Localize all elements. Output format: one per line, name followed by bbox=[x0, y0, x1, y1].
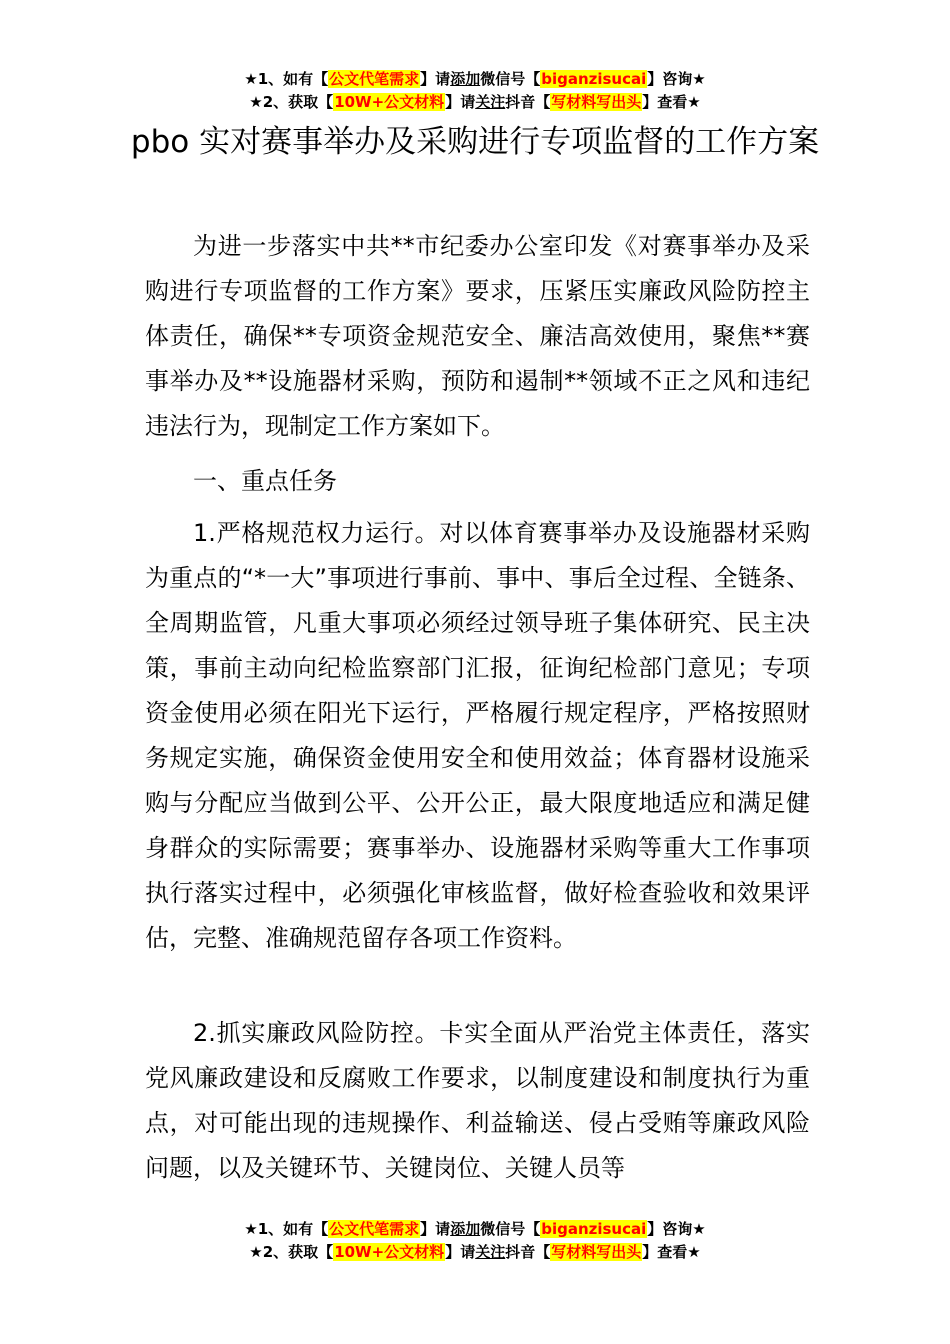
ad-highlight: biganzisucai bbox=[541, 70, 647, 88]
ad-line-2 bbox=[0, 91, 950, 114]
ad-highlight: 写材料写出头 bbox=[551, 1243, 642, 1261]
task-item-2: 2.抓实廉政风险防控。卡实全面从严治党主体责任，落实党风廉政建设和反腐败工作要求，以制度建设和制度执行为重点，对可能出现的违规操作、利益输送、侵占受贿等廉政风险问题，以及关键环节、关键岗位、关键人员等 bbox=[145, 1019, 810, 1182]
ad-line-1 bbox=[0, 68, 950, 91]
ad-underline-text: 关注 bbox=[475, 93, 506, 111]
ad-text: 】查看★ bbox=[642, 1243, 701, 1261]
ad-text: ★2、获取【 bbox=[249, 1243, 334, 1261]
ad-highlight: 公文代笔需求 bbox=[329, 1220, 420, 1238]
ad-text: 微信号【 bbox=[480, 1220, 541, 1238]
section-heading: 一、重点任务 bbox=[193, 467, 337, 495]
ad-text: 】请 bbox=[445, 1243, 476, 1261]
ad-text: 】请 bbox=[420, 70, 451, 88]
ad-text: 】请 bbox=[445, 93, 476, 111]
ad-text: 抖音【 bbox=[505, 93, 551, 111]
document-title: pbo 实对赛事举办及采购进行专项监督的工作方案 bbox=[130, 124, 820, 160]
ad-line-1 bbox=[0, 1218, 950, 1241]
ad-highlight: 10W+公文材料 bbox=[334, 93, 445, 111]
ad-underline-text: 关注 bbox=[475, 1243, 506, 1261]
ad-line-2 bbox=[0, 1241, 950, 1264]
ad-underline-text: 添加 bbox=[450, 70, 481, 88]
ad-text: 】查看★ bbox=[642, 93, 701, 111]
ad-banner-top bbox=[0, 68, 950, 114]
ad-highlight: biganzisucai bbox=[541, 1220, 647, 1238]
ad-banner-bottom bbox=[0, 1218, 950, 1264]
ad-highlight: 10W+公文材料 bbox=[334, 1243, 445, 1261]
task-item-1: 1.严格规范权力运行。对以体育赛事举办及设施器材采购为重点的“*一大”事项进行事前、事中、事后全过程、全链条、全周期监管，凡重大事项必须经过领导班子集体研究、民主决策，事前主动向纪检监察部门汇报，征询纪检部门意见；专项资金使用必须在阳光下运行，严格履行规定程序，严格按照财务规定实施，确保资金使用安全和使用效益；体育器材设施采购与分配应当做到公平、公开公正，最大限度地适应和满足健身群众的实际需要；赛事举办、设施器材采购等重大工作事项执行落实过程中，必须强化审核监督，做好检查验收和效果评估，完整、准确规范留存各项工作资料。 bbox=[145, 519, 810, 952]
ad-highlight: 写材料写出头 bbox=[551, 93, 642, 111]
intro-paragraph: 为进一步落实中共**市纪委办公室印发《对赛事举办及采购进行专项监督的工作方案》要求，压紧压实廉政风险防控主体责任，确保**专项资金规范安全、廉洁高效使用，聚焦**赛事举办及**设施器材采购，预防和遏制**领域不正之风和违纪违法行为，现制定工作方案如下。 bbox=[145, 232, 810, 440]
ad-text: 微信号【 bbox=[480, 70, 541, 88]
ad-text: ★2、获取【 bbox=[249, 93, 334, 111]
ad-highlight: 公文代笔需求 bbox=[329, 70, 420, 88]
ad-text: 】咨询★ bbox=[647, 70, 706, 88]
ad-text: 抖音【 bbox=[505, 1243, 551, 1261]
ad-text: ★1、如有【 bbox=[244, 70, 329, 88]
ad-text: ★1、如有【 bbox=[244, 1220, 329, 1238]
ad-text: 】咨询★ bbox=[647, 1220, 706, 1238]
ad-underline-text: 添加 bbox=[450, 1220, 481, 1238]
ad-text: 】请 bbox=[420, 1220, 451, 1238]
